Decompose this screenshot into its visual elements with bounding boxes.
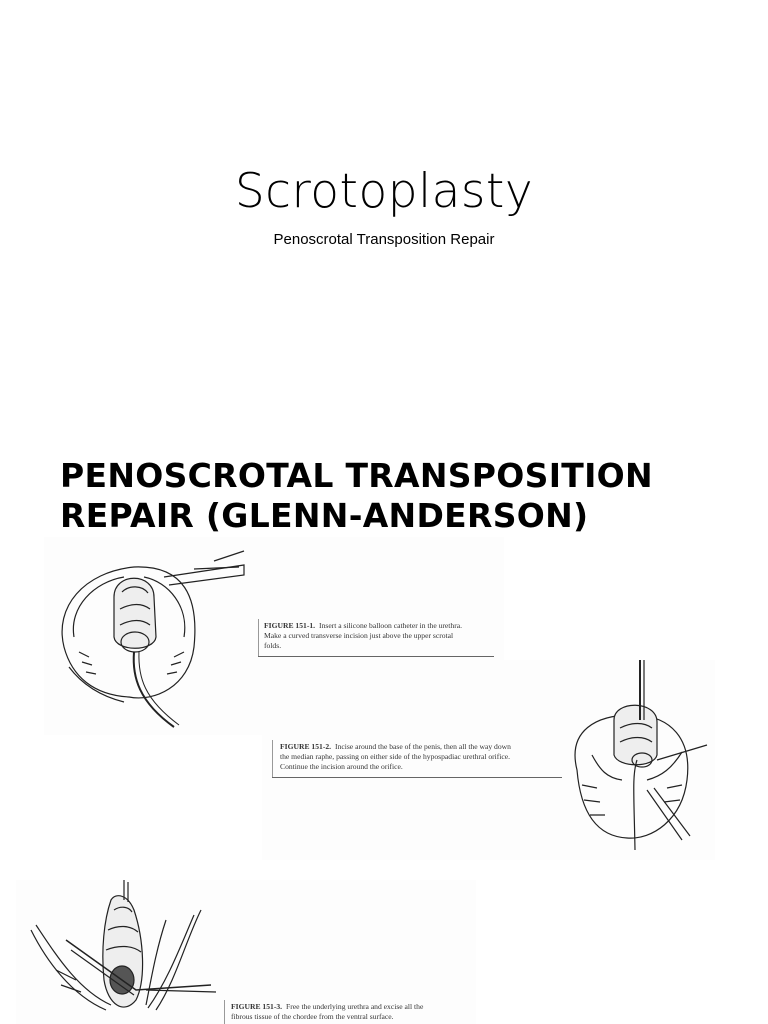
figure-151-3-caption-line-1: Free the underlying urethra and excise all the [286,1002,424,1011]
figure-151-1-caption-line-2: Make a curved transverse incision just above the upper scrotal [264,631,454,640]
figure-151-2-caption-line-3: Continue the incision around the orifice. [280,762,403,771]
figure-151-3-caption-rule-vertical [224,1000,225,1024]
figure-151-1-number: FIGURE 151-1. [264,621,316,630]
figure-151-3-illustration [16,880,226,1024]
figure-151-3 [16,880,476,1024]
figure-151-1-caption-line-3: folds. [264,641,282,650]
figure-151-1-caption [264,621,504,651]
figure-151-3-caption-line-2: fibrous tissue of the chordee from the ventral surface. [231,1012,394,1021]
figure-151-2-number: FIGURE 151-2. [280,742,332,751]
figure-151-2 [262,660,715,860]
section-heading-line-1: PENOSCROTAL TRANSPOSITION [60,456,653,495]
section-heading [60,456,750,536]
figure-151-1-caption-rule [258,656,494,657]
section-heading-line-2: REPAIR (GLENN-ANDERSON) [60,496,589,535]
figure-151-1-caption-rule-vertical [258,619,259,657]
figure-151-2-caption-line-2: the median raphe, passing on either side of the hypospadiac urethral orifice. [280,752,511,761]
figure-151-3-number: FIGURE 151-3. [231,1002,283,1011]
figure-151-3-caption [231,1002,476,1022]
slide-title: Scrotoplasty [234,164,534,219]
slide-subtitle: Penoscrotal Transposition Repair [273,231,495,248]
figure-151-2-illustration [262,660,715,860]
figure-151-2-caption-line-1: Incise around the base of the penis, then all the way down [335,742,511,751]
figure-151-1-illustration [44,537,254,735]
figure-151-1-caption-line-1: Insert a silicone balloon catheter in the urethra. [319,621,463,630]
